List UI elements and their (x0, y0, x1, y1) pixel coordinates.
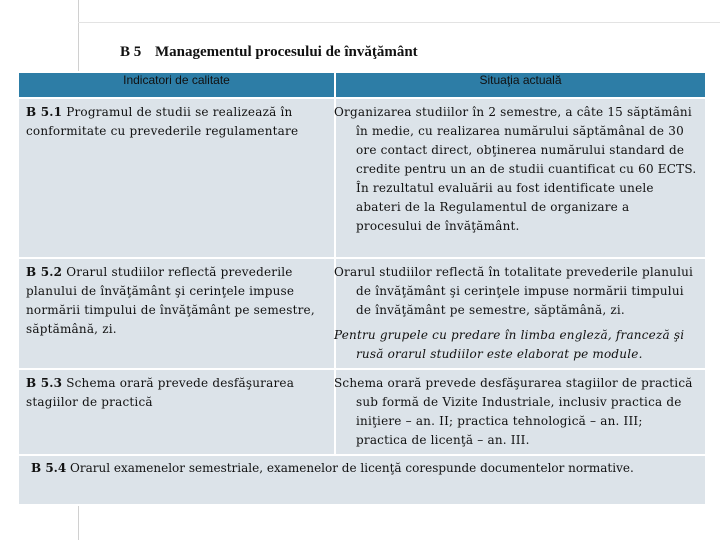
indicator-cell (18, 369, 335, 455)
footer-text: Orarul examenelor semestriale, examenelor de licenţă corespunde documentelor normative. (70, 461, 634, 475)
table-header-row (18, 72, 706, 98)
indicator-text: Schema orară prevede desfăşurarea stagiilor de practică (26, 376, 295, 409)
status-cell (335, 369, 706, 455)
section-title (120, 44, 418, 61)
slide-frame-line (78, 22, 720, 23)
quality-indicators-table (17, 71, 707, 506)
table-row (18, 98, 706, 258)
table-row (18, 258, 706, 369)
indicator-text: Orarul studiilor reflectă prevederile planului de învăţământ şi cerinţele impuse normării timpului de învăţământ pe semestre, săptămână, zi. (26, 265, 315, 336)
indicator-code: B 5.3 (26, 376, 63, 390)
table-row (18, 369, 706, 455)
status-cell (335, 98, 706, 258)
status-text: Orarul studiilor reflectă în totalitate prevederile planului de învăţământ şi cerinţele impuse normării timpului de învăţământ pe semestre, săptămână, zi. (334, 265, 694, 317)
status-cell (335, 258, 706, 369)
footer-code: B 5.4 (31, 461, 67, 475)
indicator-text: Programul de studii se realizează în conformitate cu prevederile regulamentare (26, 105, 299, 138)
indicator-code: B 5.2 (26, 265, 63, 279)
status-note: Pentru grupele cu predare în limba engleză, franceză şi rusă orarul studiilor este elaborat pe module. (334, 328, 685, 361)
indicator-cell (18, 98, 335, 258)
indicator-cell (18, 258, 335, 369)
status-text: Organizarea studiilor în 2 semestre, a câte 15 săptămâni în medie, cu realizarea numărului săptămânal de 30 ore contact direct, obţinerea numărului standard de credite pentru un an de studii cuantificat cu 60 ECTS. În rezultatul evaluării au fost identificate unele abateri de la Regulamentul de organizare a procesului de învăţământ. (334, 105, 697, 233)
section-code: B 5 (120, 44, 142, 60)
status-text: Schema orară prevede desfăşurarea stagiilor de practică sub formă de Vizite Industriale, inclusiv practica de iniţiere – an. II; practica tehnologică – an. III; practica de licenţă – an. III. (334, 376, 693, 447)
column-header-status: Situaţia actuală (335, 72, 706, 98)
footer-cell (18, 455, 706, 505)
indicator-code: B 5.1 (26, 105, 63, 119)
section-title-text: Managementul procesului de învăţământ (155, 44, 418, 60)
table-footer-row (18, 455, 706, 505)
column-header-indicators: Indicatori de calitate (18, 72, 335, 98)
